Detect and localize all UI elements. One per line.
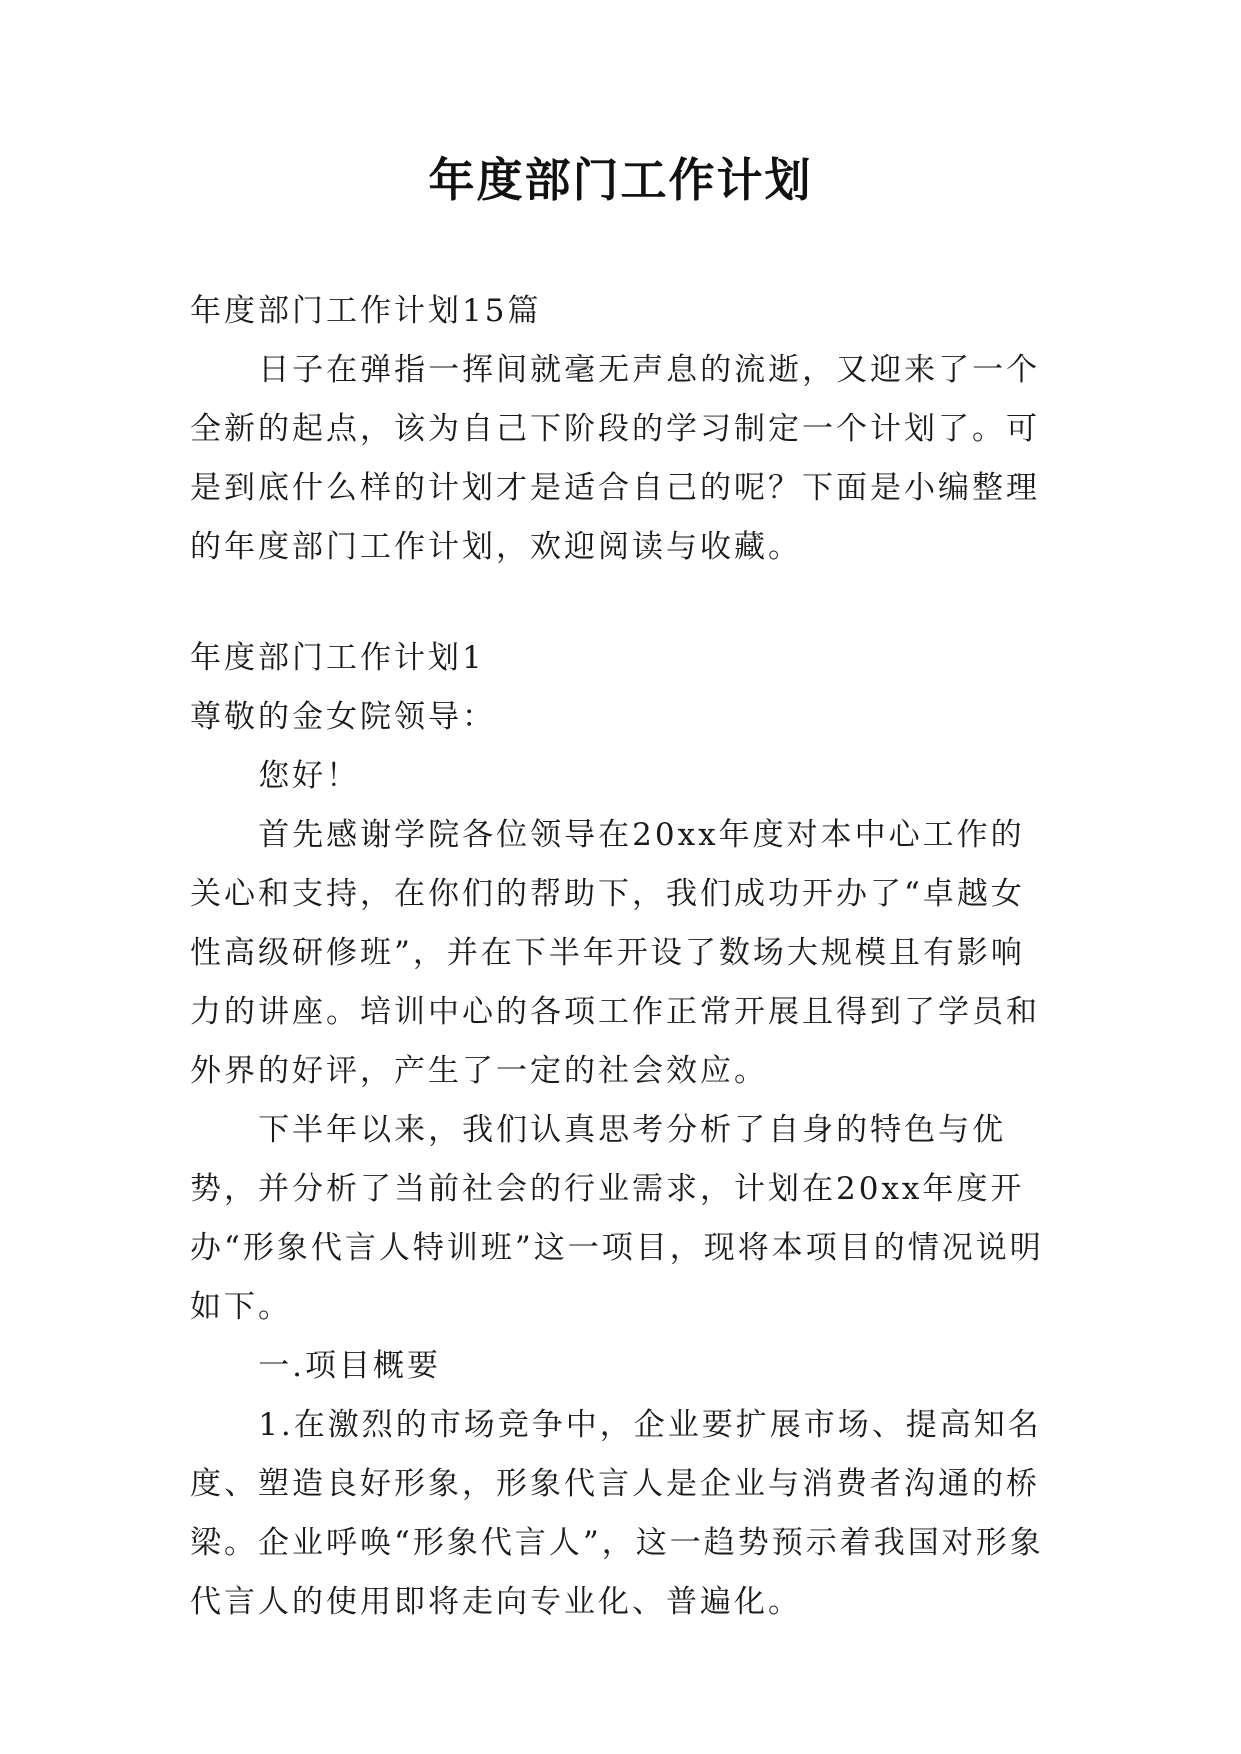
section-heading: 年度部门工作计划1 — [190, 640, 485, 676]
document-body — [190, 282, 1050, 1632]
salutation: 尊敬的金女院领导： — [190, 699, 496, 735]
greeting: 您好！ — [258, 758, 361, 794]
item-heading: 一.项目概要 — [258, 1348, 442, 1384]
paragraph-spacer — [190, 577, 1050, 629]
item-paragraph-1: 1.在激烈的市场竞争中，企业要扩展市场、提高知名度、塑造良好形象，形象代言人是企业与消费者沟通的桥梁。企业呼唤“形象代言人”，这一趋势预示着我国对形象代言人的使用即将走向专业化、普遍化。 — [190, 1407, 1044, 1620]
body-paragraph-1: 首先感谢学院各位领导在20xx年度对本中心工作的关心和支持，在你们的帮助下，我们成功开办了“卓越女性高级研修班”，并在下半年开设了数场大规模且有影响力的讲座。培训中心的各项工作正常开展且得到了学员和外界的好评，产生了一定的社会效应。 — [190, 817, 1040, 1089]
document-title: 年度部门工作计划 — [428, 153, 813, 207]
body-paragraph-2: 下半年以来，我们认真思考分析了自身的特色与优势，并分析了当前社会的行业需求，计划在20xx年度开办“形象代言人特训班”这一项目，现将本项目的情况说明如下。 — [190, 1112, 1044, 1325]
intro-paragraph: 日子在弹指一挥间就毫无声息的流逝，又迎来了一个全新的起点，该为自己下阶段的学习制定一个计划了。可是到底什么样的计划才是适合自己的呢？下面是小编整理的年度部门工作计划，欢迎阅读与收藏。 — [190, 352, 1041, 565]
document-subtitle: 年度部门工作计划15篇 — [190, 293, 542, 329]
